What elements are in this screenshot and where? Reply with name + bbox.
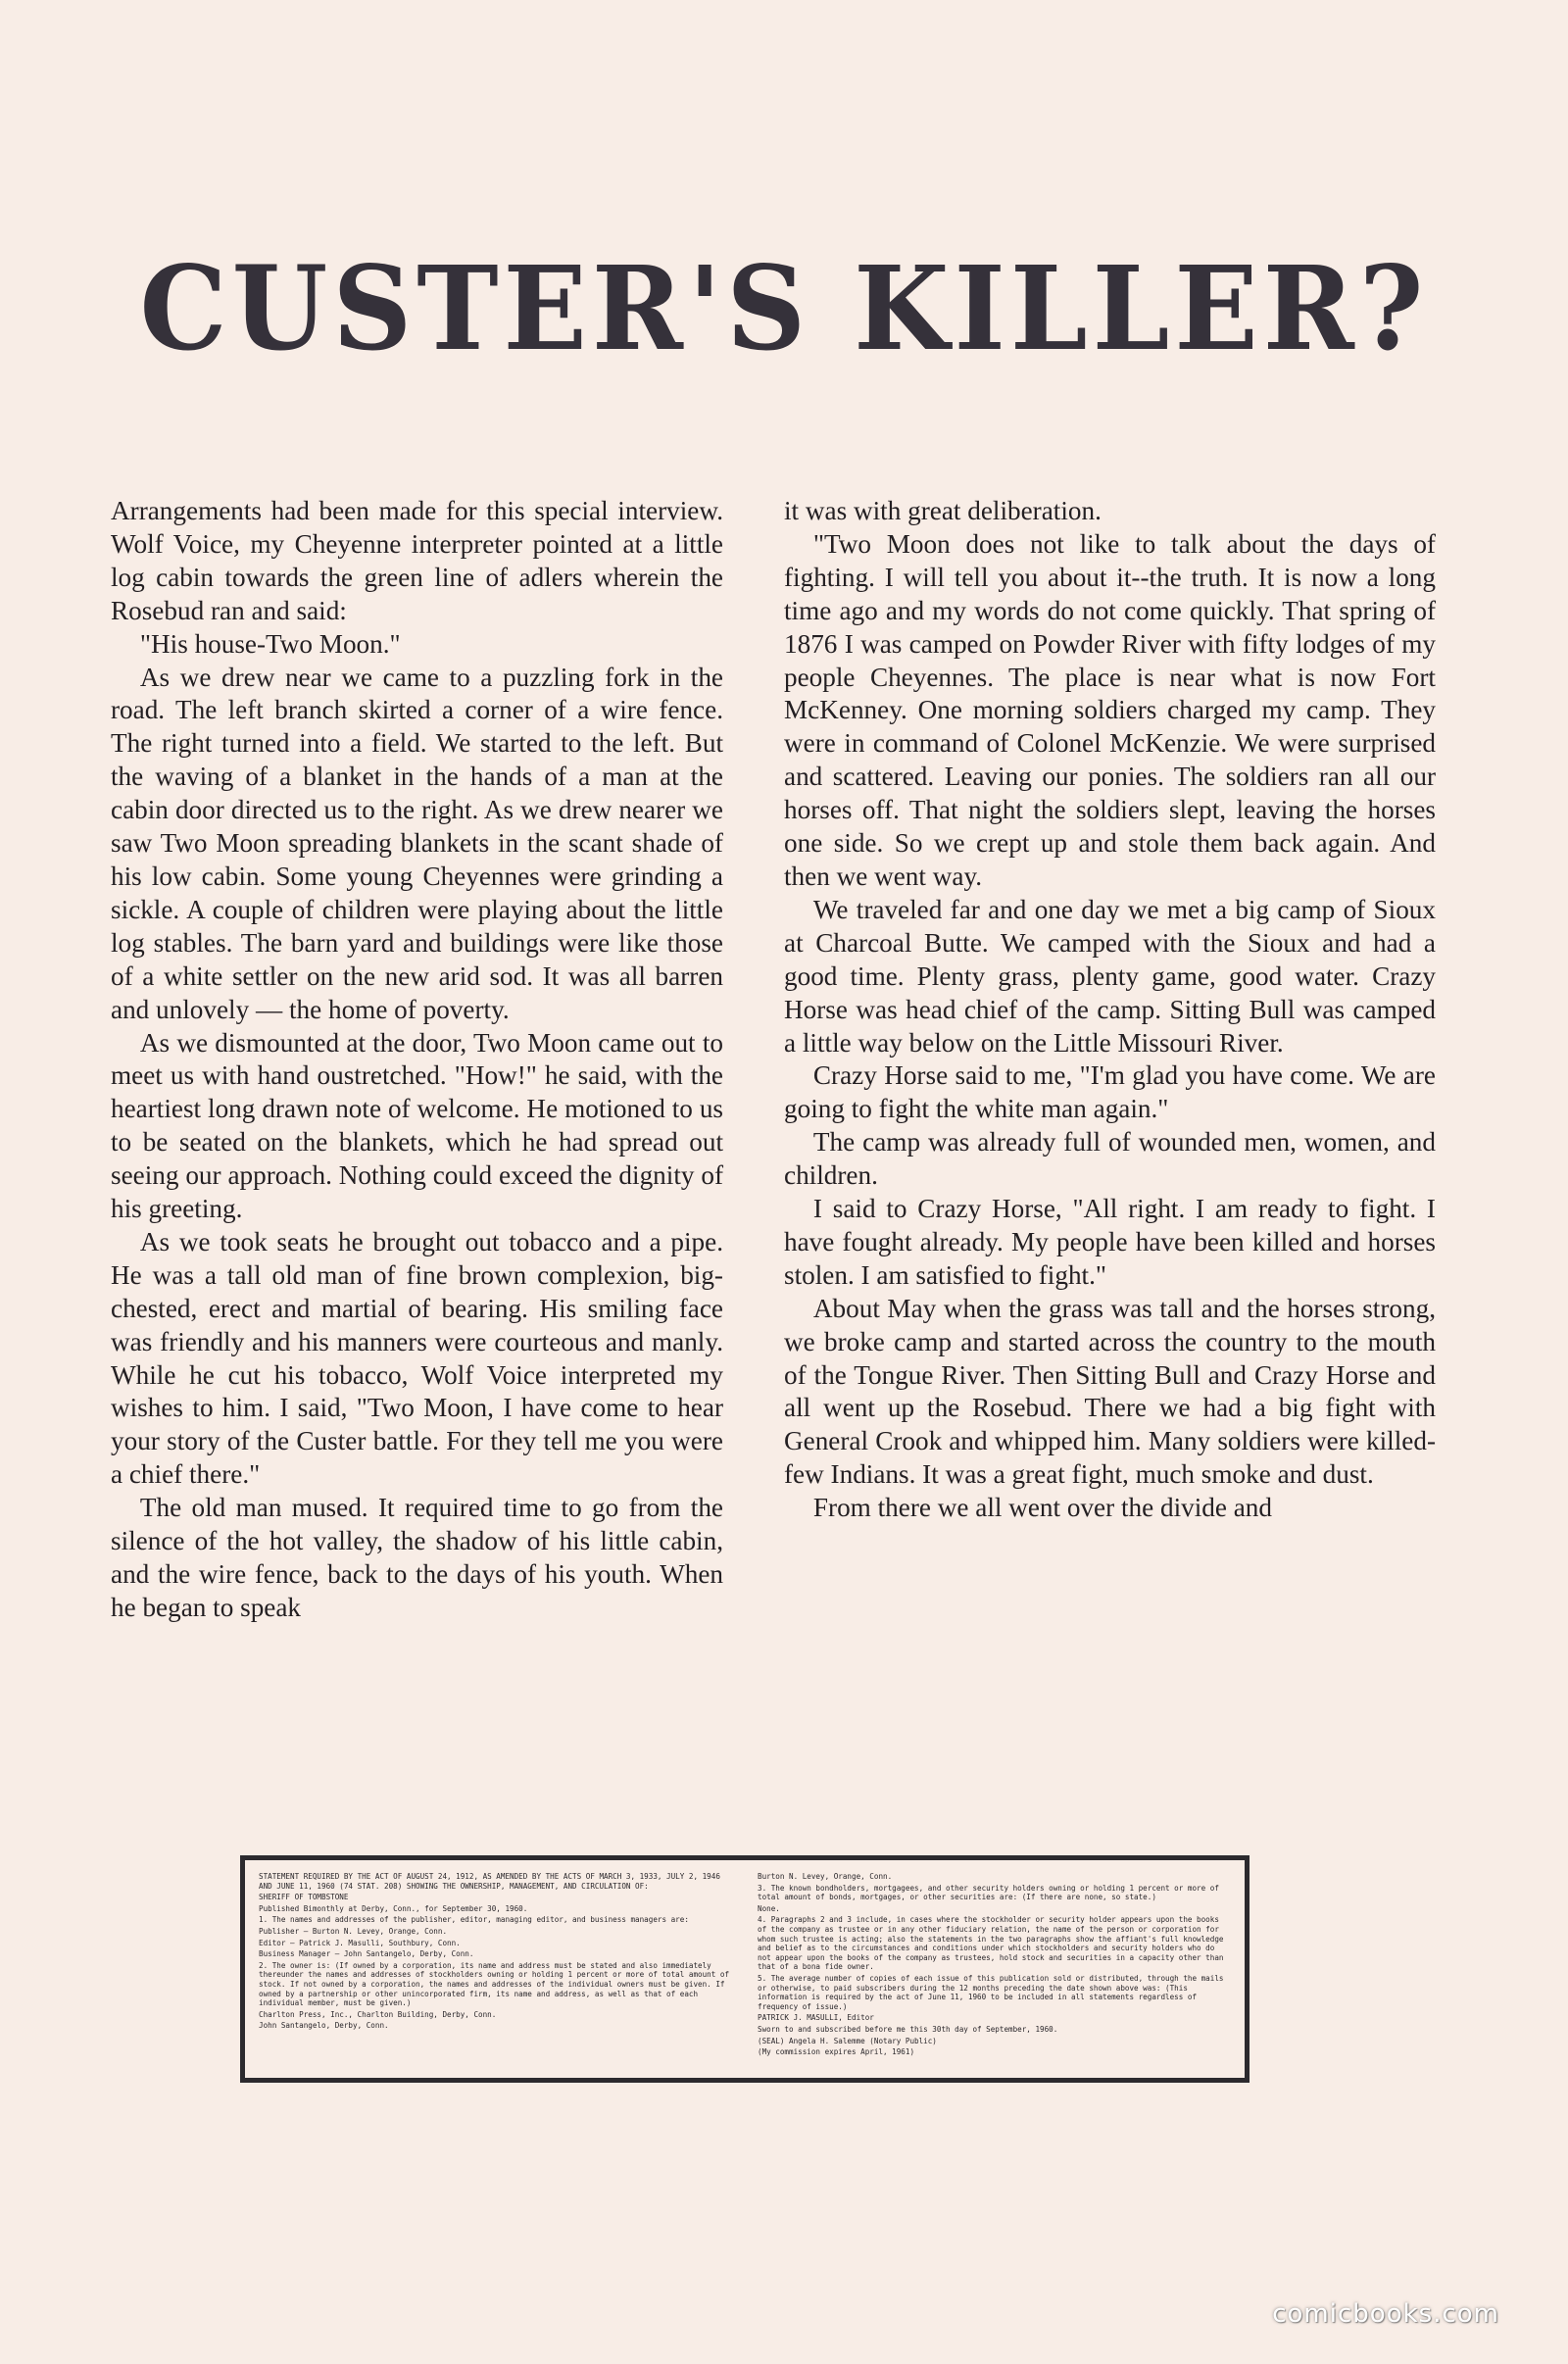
paragraph: "His house-Two Moon." — [139, 628, 401, 659]
statement-line: Burton N. Levey, Orange, Conn. — [758, 1872, 893, 1881]
paragraph: The old man mused. It required time to go from the silence of the hot valley, the shadow of his little cabin, and the wire fence, back to the days of his youth. When he began to speak — [111, 1493, 723, 1622]
statement-line: Published Bimonthly at Derby, Conn., for September 30, 1960. — [259, 1903, 528, 1913]
statement-line: Sworn to and subscribed before me this 30th day of September, 1960. — [758, 2024, 1058, 2034]
statement-line: STATEMENT REQUIRED BY THE ACT OF AUGUST 24, 1912, AS AMENDED BY THE ACTS OF MARCH 3, 1933, JULY 2, 1946 AND JUNE 11, 1960 (74 STAT. 208) SHOWING THE OWNERSHIP, MANAGEMENT, AND CIRCULATION OF: — [259, 1872, 720, 1891]
paragraph: About May when the grass was tall and the horses strong, we broke camp and started across the country to the mouth of the Tongue River. Then Sitting Bull and Crazy Horse and all went up the Rosebud. There we had a big fight with General Crook and whipped him. Many soldiers were killed-few Indians. It was a great fight, much smoke and dust. — [784, 1293, 1436, 1490]
paragraph: it was with great deliberation. — [784, 496, 1102, 525]
paragraph: Arrangements had been made for this special interview. Wolf Voice, my Cheyenne interpreter pointed at a little log cabin towards the green line of adlers wherein the Rosebud ran and said: — [111, 496, 723, 625]
paragraph: From there we all went over the divide and — [812, 1493, 1272, 1523]
site-watermark: comicbooks.com — [1272, 2299, 1499, 2329]
statement-line: 4. Paragraphs 2 and 3 include, in cases where the stockholder or security holder appears upon the books of the company as trustee or in any other fiduciary relation, the name of the person or corporation for whom such trustee is acting; also the statements in the two paragraphs show the affiant's full knowledge and belief as to the circumstances and conditions under which stockholders and security holders who do not appear upon the books of the company as trustees, hold stock and securities in a capacity other than that of a bona fide owner. — [758, 1915, 1224, 1972]
statement-line: (SEAL) Angela H. Salemme (Notary Public) — [758, 2036, 937, 2045]
statement-line: (My commission expires April, 1961) — [758, 2047, 915, 2057]
paragraph: As we took seats he brought out tobacco and a pipe. He was a tall old man of fine brown complexion, big-chested, erect and martial of bearing. His smiling face was friendly and his manners were courteous and manly. While he cut his tobacco, Wolf Voice interpreted my wishes to him. I said, "Two Moon, I have come to hear your story of the Custer battle. For they tell me you were a chief there." — [111, 1226, 723, 1490]
statement-line: 3. The known bondholders, mortgagees, and other security holders owning or holding 1 percent or more of total amount of bonds, mortgages, or other securities are: (If there are none, so state.) — [758, 1883, 1219, 1902]
statement-line: None. — [758, 1903, 780, 1913]
statement-line: SHERIFF OF TOMBSTONE — [259, 1893, 349, 1902]
paragraph: The camp was already full of wounded men, women, and children. — [784, 1127, 1436, 1191]
paragraph: I said to Crazy Horse, "All right. I am ready to fight. I have fought already. My people have been killed and horses stolen. I am satisfied to fight." — [784, 1194, 1436, 1290]
statement-line: 5. The average number of copies of each issue of this publication sold or distributed, through the mails or otherwise, to paid subscribers during the 12 months preceding the date shown above was: (This information is required by the act of June 11, 1960 to be included in all statements regardless of frequency of issue.) — [758, 1973, 1224, 2011]
statement-line: Business Manager — John Santangelo, Derby, Conn. — [259, 1949, 474, 1959]
statement-line: Publisher — Burton N. Levey, Orange, Conn. — [259, 1926, 448, 1936]
statement-line: Editor — Patrick J. Masulli, Southbury, Conn. — [259, 1938, 461, 1947]
statement-right-column — [758, 1872, 1231, 2066]
statement-line: John Santangelo, Derby, Conn. — [259, 2021, 389, 2031]
statement-left-column — [259, 1872, 732, 2066]
statement-line: Charlton Press, Inc., Charlton Building, Derby, Conn. — [259, 2009, 497, 2019]
paragraph: We traveled far and one day we met a big camp of Sioux at Charcoal Butte. We camped with the Sioux and had a good time. Plenty grass, plenty game, good water. Crazy Horse was head chief of the camp. Sitting Bull was camped a little way below on the Little Missouri River. — [784, 894, 1436, 1058]
paragraph: As we dismounted at the door, Two Moon came out to meet us with hand oustretched. "How!" he said, with the heartiest long drawn note of welcome. He motioned to us to be seated on the blankets, which he had spread out seeing our approach. Nothing could exceed the dignity of his greeting. — [111, 1027, 723, 1224]
article-title: CUSTER'S KILLER? — [139, 241, 1429, 377]
right-column — [784, 495, 1436, 1525]
paragraph: "Two Moon does not like to talk about the days of fighting. I will tell you about it--the truth. It is now a long time ago and my words do not come quickly. That spring of 1876 I was camped on Powder River with fifty lodges of my people Cheyennes. The place is near what is now Fort McKenney. One morning soldiers charged my camp. They were in command of Colonel McKenzie. We were surprised and scattered. Leaving our ponies. The soldiers ran all our horses off. That night the soldiers slept, leaving the horses one side. So we crept up and stole them back again. And then we went way. — [784, 528, 1436, 891]
left-column — [111, 495, 723, 1625]
statement-line: 1. The names and addresses of the publisher, editor, managing editor, and business managers are: — [259, 1915, 689, 1925]
paragraph: Crazy Horse said to me, "I'm glad you have come. We are going to fight the white man again." — [784, 1060, 1436, 1124]
paragraph: As we drew near we came to a puzzling fork in the road. The left branch skirted a corner of a wire fence. The right turned into a field. We started to the left. But the waving of a blanket in the hands of a man at the cabin door directed us to the right. As we drew nearer we saw Two Moon spreading blankets in the scant shade of his low cabin. Some young Cheyennes were grinding a sickle. A couple of children were playing about the little log stables. The barn yard and buildings were like those of a white settler on the new arid sod. It was all barren and unlovely — the home of poverty. — [111, 662, 723, 1024]
statement-line: 2. The owner is: (If owned by a corporation, its name and address must be stated and also immediately thereunder the names and addresses of stockholders owning or holding 1 percent or more of total amount of stock. If not owned by a corporation, the names and addresses of the individual owners must be given. If owned by a partnership or other unincorporated firm, its name and address, as well as that of each individual member, must be given.) — [259, 1960, 730, 2008]
ownership-statement-box — [240, 1855, 1250, 2083]
statement-line: PATRICK J. MASULLI, Editor — [758, 2013, 874, 2023]
